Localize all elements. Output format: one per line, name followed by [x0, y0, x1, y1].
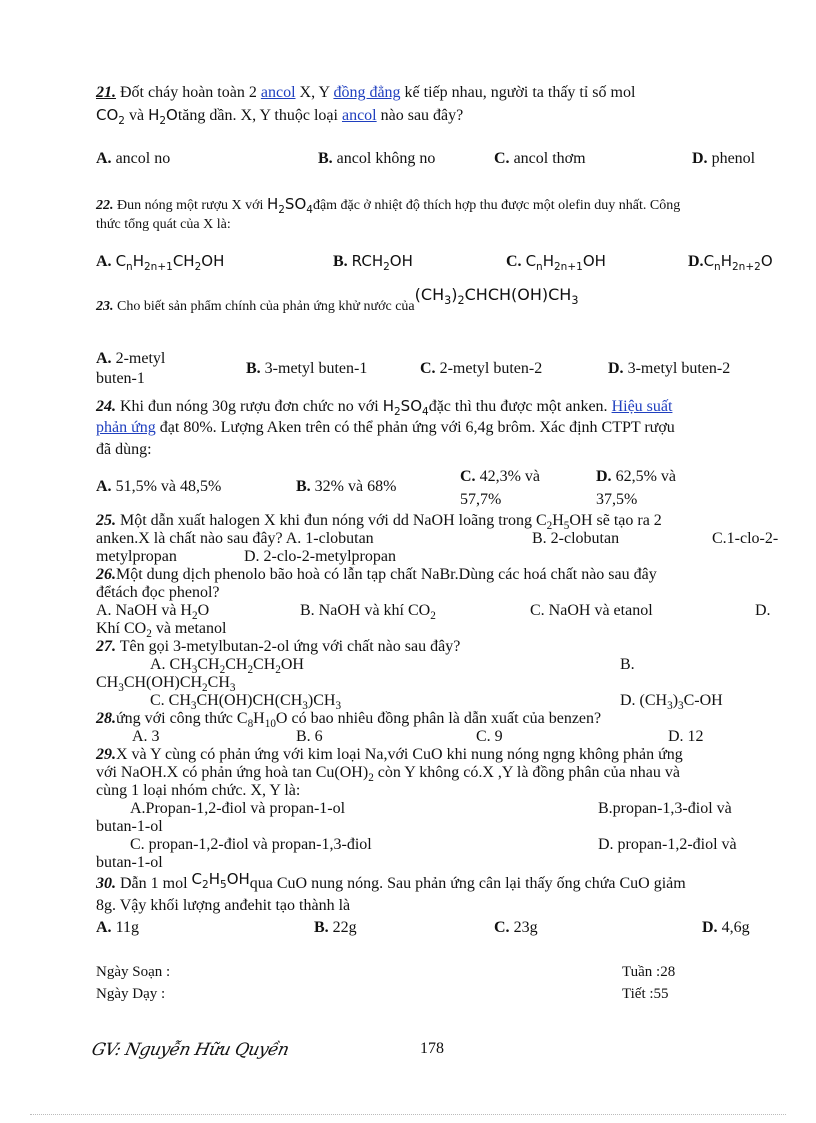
q27-option-b-cont: $CH_3CH(OH)CH_2CH_3$ [96, 674, 236, 695]
q21-line2: $CO_2$ và $H_2Otăng$ dần. X, Y thuộc loại ancol nào sau đây? [96, 106, 464, 127]
q29-line3: cùng 1 loại nhóm chức. X, Y là: [96, 782, 301, 799]
q27-option-d: D. $(CH_3)_3C-OH$ [620, 692, 723, 713]
q21-option-d: D. phenol [692, 150, 756, 167]
q25-line2: anken.X là chất nào sau đây? A. 1-clobutan [96, 530, 374, 547]
q21-option-a: A. ancol no [96, 150, 171, 167]
q25-option-b: B. 2-clobutan [532, 530, 620, 547]
q22-line1: 22. Đun nóng một rượu X với $H_2SO_4đậm$ đặc ở nhiệt độ thích hợp thu được một olefin duy nhất. Công [96, 195, 681, 216]
link-dong-dang[interactable]: đồng đẳng [333, 84, 401, 101]
q25-option-d: D. 2-clo-2-metylpropan [244, 548, 396, 565]
q24-option-c: C. 42,3% và 57,7% [460, 468, 540, 508]
page-number: 178 [420, 1040, 444, 1057]
tiet: Tiết :55 [622, 986, 669, 1002]
q28-option-d: D. 12 [668, 728, 704, 745]
q22-option-d: $D.C_nH_{2n+2}O$ [688, 252, 773, 273]
link-hieu-suat[interactable]: Hiệu suất [611, 398, 673, 415]
q24-line1: 24. Khi đun nóng 30g rượu đơn chức no với $H_2SO_4đặc$ thì thu được một anken. Hiệu suất [96, 397, 673, 418]
q21-line1: 21. Đốt cháy hoàn toàn 2 ancol X, Y đồng đẳng kế tiếp nhau, người ta thấy tỉ số mol [96, 84, 636, 101]
q26-option-b: B. NaOH và khí $CO_2$ [300, 602, 436, 623]
q30-option-a: A. 11g [96, 919, 139, 936]
q22-option-a: A. $C_nH_{2n+1}CH_2OH$ [96, 252, 225, 273]
ngay-day: Ngày Dạy : [96, 986, 166, 1002]
q30-option-c: C. 23g [494, 919, 538, 936]
q27-option-a: A. $CH_3CH_2CH_2CH_2OH$ [150, 656, 304, 677]
link-ancol[interactable]: ancol [260, 84, 296, 101]
q23-option-b: B. 3-metyl buten-1 [246, 360, 368, 377]
q26-option-c: C. NaOH và etanol [530, 602, 653, 619]
q23-line1: 23. Cho biết sản phẩm chính của phản ứng khử nước $của(CH_3)_2CHCH(OH)CH_3$ [96, 285, 579, 314]
q24-option-d: D. 62,5% và 37,5% [596, 468, 676, 508]
formula-h2o: $H_2O$ [148, 106, 178, 127]
q26-line2: đểtách đọc phenol? [96, 584, 220, 601]
q21-option-c: C. ancol thơm [494, 150, 586, 167]
q29-option-b-cont: butan-1-ol [96, 818, 163, 835]
q29-option-d: D. propan-1,2-điol và [598, 836, 737, 853]
q30-line1: 30. Dẫn 1 mol $C_2H_5OHqua$ CuO nung nóng. Sau phản ứng cân lại thấy ống chứa CuO giảm [96, 870, 686, 892]
q29-option-d-cont: butan-1-ol [96, 854, 163, 871]
q26-option-d-cont: Khí $CO_2$ và metanol [96, 620, 227, 641]
q28-line1: 28.ứng với công thức $C_8H_{10}O$ có bao nhiêu đồng phân là dẫn xuất của benzen? [96, 710, 602, 731]
q24-option-b: B. 32% và 68% [296, 478, 397, 495]
q28-option-b: B. 6 [296, 728, 323, 745]
q30-option-b: B. 22g [314, 919, 357, 936]
q24-line2: phản ứng đạt 80%. Lượng Aken trên có thể phản ứng với 6,4g brôm. Xác định CTPT rượu [96, 419, 675, 436]
q22-option-c: C. $C_nH_{2n+1}OH$ [506, 252, 606, 273]
teacher-signature: GV: Nguyễn Hữu Quyền [89, 1040, 291, 1060]
ngay-soan: Ngày Soạn : [96, 964, 171, 980]
tuan: Tuần :28 [622, 964, 676, 980]
q30-line2: 8g. Vậy khối lượng anđehit tạo thành là [96, 897, 351, 914]
footer-divider [30, 1114, 786, 1115]
q28-option-c: C. 9 [476, 728, 503, 745]
q22-line2: thức tổng quát của X là: [96, 217, 231, 232]
q27-line1: 27. Tên gọi 3-metylbutan-2-ol ứng với chất nào sau đây? [96, 638, 461, 655]
q29-line2: với NaOH.X có phản ứng hoà $\tan Cu(OH)_2$ còn Y không có.X ,Y là đồng phân của nhau và [96, 764, 680, 785]
q25-line1: 25. Một dẫn xuất halogen X khi đun nóng với dd NaOH loãng trong $C_2H_5OH$ sẽ tạo ra 2 [96, 512, 662, 533]
q23-option-d: D. 3-metyl buten-2 [608, 360, 731, 377]
q29-option-b: B.propan-1,3-điol và [598, 800, 732, 817]
q27-option-c: C. $CH_3CH(OH)CH(CH_3)CH_3$ [150, 692, 342, 713]
q29-option-c: C. propan-1,2-điol và propan-1,3-điol [130, 836, 372, 853]
q28-option-a: A. 3 [132, 728, 160, 745]
q29-line1: 29.X và Y cùng có phản ứng với kim loại Na,với CuO khi nung nóng ngng không phản ứng [96, 746, 683, 763]
q24-option-a: A. 51,5% và 48,5% [96, 478, 222, 495]
q26-option-a: A. NaOH và $H_2O$ [96, 602, 210, 623]
q25-line3: metylpropan [96, 548, 177, 565]
q30-option-d: D. 4,6g [702, 919, 750, 936]
link-ancol-2[interactable]: ancol [341, 107, 377, 124]
q24-line3: đã dùng: [96, 441, 152, 458]
q26-line1: 26.Một dung dịch phenolo bão hoà có lẫn tạp chất NaBr.Dùng các hoá chất nào sau đây [96, 566, 657, 583]
link-phan-ung[interactable]: phản ứng [96, 419, 156, 436]
q23-option-c: C. 2-metyl buten-2 [420, 360, 543, 377]
q21-number: 21. [96, 84, 116, 101]
formula-co2: $CO_2$ [96, 106, 125, 127]
q27-option-b: B. [620, 656, 635, 673]
q21-option-b: B. ancol không no [318, 150, 436, 167]
q22-option-b: B. $RCH_2OH$ [333, 252, 413, 273]
q26-option-d: D. [755, 602, 771, 619]
q29-option-a: A.Propan-1,2-điol và propan-1-ol [130, 800, 346, 817]
q25-option-c: C.1-clo-2- [712, 530, 779, 547]
q23-option-a: A. 2-metyl buten-1 [96, 350, 166, 387]
